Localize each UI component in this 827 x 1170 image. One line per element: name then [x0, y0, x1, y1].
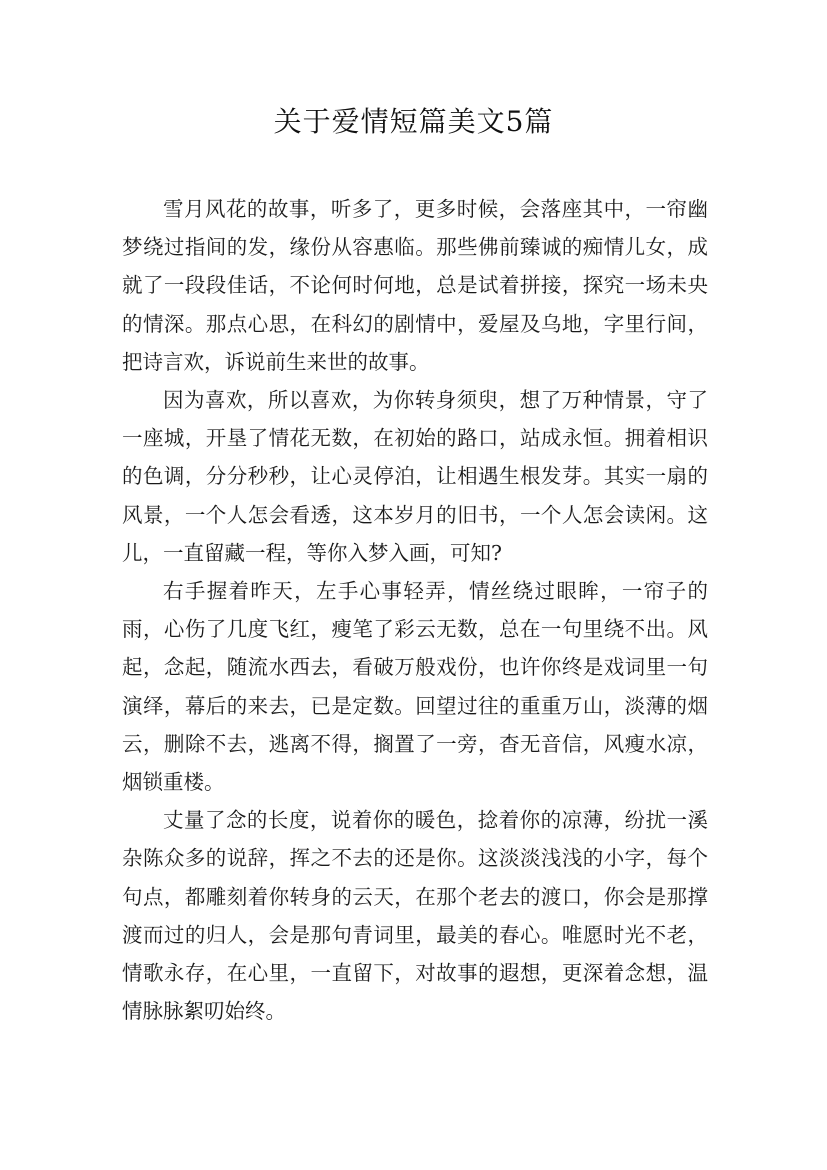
paragraph-2: 因为喜欢，所以喜欢，为你转身须臾，想了万种情景，守了一座城，开垦了情花无数，在初始的路口，站成永恒。拥着相识的色调，分分秒秒，让心灵停泊，让相遇生根发芽。其实一扇的风景，一个人怎会看透，这本岁月的旧书，一个人怎会读闲。这儿，一直留藏一程，等你入梦入画，可知?: [122, 388, 708, 565]
document-body: [122, 190, 708, 1030]
paragraph-3: 右手握着昨天，左手心事轻弄，情丝绕过眼眸，一帘子的雨，心伤了几度飞红，瘦笔了彩云无数，总在一句里绕不出。风起，念起，随流水西去，看破万般戏份，也许你终是戏词里一句演绎，幕后的来去，已是定数。回望过往的重重万山，淡薄的烟云，删除不去，逃离不得，搁置了一旁，杳无音信，风瘦水凉，烟锁重楼。: [122, 579, 708, 795]
document-title: 关于爱情短篇美文5篇: [273, 105, 554, 138]
paragraph-4: 丈量了念的长度，说着你的暖色，捻着你的凉薄，纷扰一溪杂陈众多的说辞，挥之不去的还是你。这淡淡浅浅的小字，每个句点，都雕刻着你转身的云天，在那个老去的渡口，你会是那撑渡而过的归人，会是那句青词里，最美的春心。唯愿时光不老，情歌永存，在心里，一直留下，对故事的遐想，更深着念想，温情脉脉絮叨始终。: [122, 808, 708, 1024]
paragraph-1: 雪月风花的故事，听多了，更多时候，会落座其中，一帘幽梦绕过指间的发，缘份从容惠临。那些佛前臻诚的痴情儿女，成就了一段段佳话，不论何时何地，总是试着拼接，探究一场未央的情深。那点心思，在科幻的剧情中，爱屋及乌地，字里行间，把诗言欢，诉说前生来世的故事。: [122, 197, 708, 374]
